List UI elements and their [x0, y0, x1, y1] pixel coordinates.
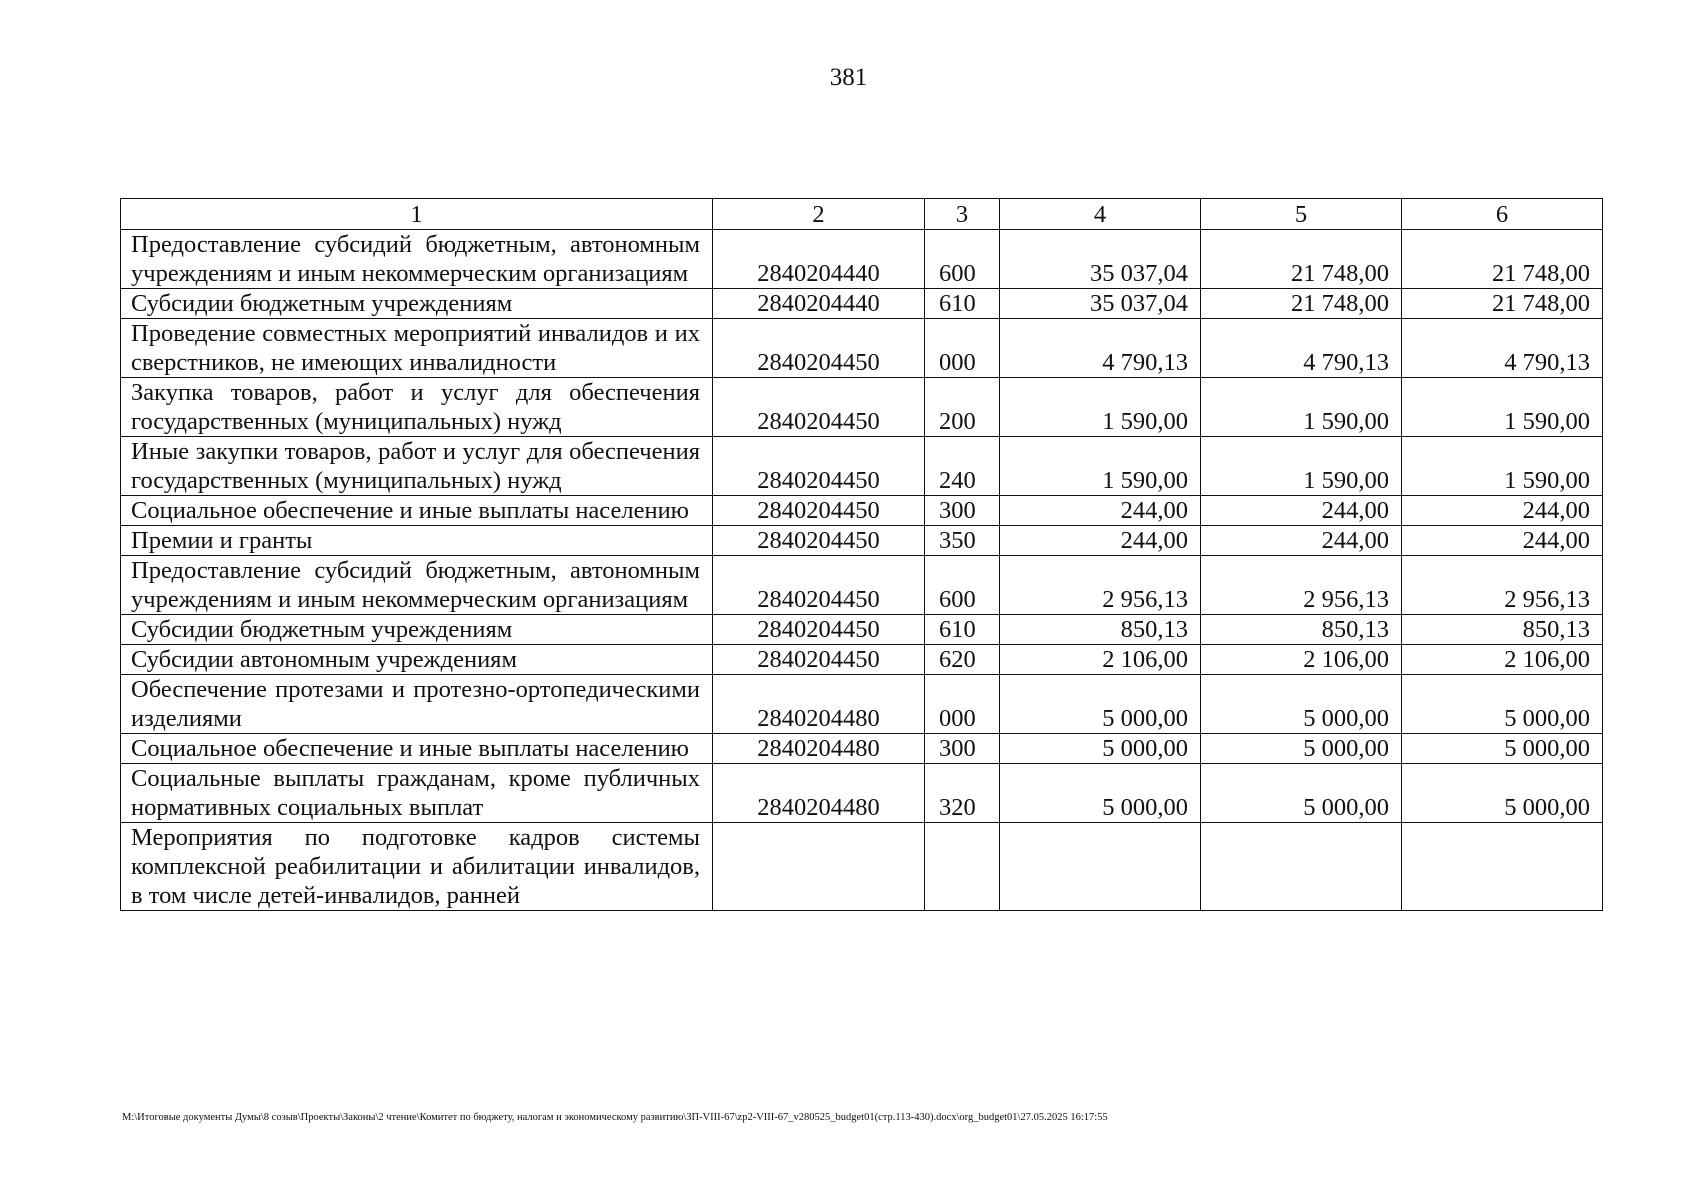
table-row [121, 556, 1603, 615]
row-name-cell: Предоставление субсидий бюджетным, автономным учреждениям и иным некоммерческим организациям [121, 556, 713, 615]
row-amount-cell: 244,00 [1000, 526, 1201, 556]
row-amount-cell: 5 000,00 [1402, 764, 1603, 823]
row-name-cell: Мероприятия по подготовке кадров системы комплексной реабилитации и абилитации инвалидов, в том числе детей-инвалидов, ранней [121, 823, 713, 911]
row-amount-cell [1000, 823, 1201, 911]
row-name-cell: Социальные выплаты гражданам, кроме публичных нормативных социальных выплат [121, 764, 713, 823]
row-amount-cell [1201, 823, 1402, 911]
row-amount-cell: 850,13 [1402, 615, 1603, 645]
table-header-row [121, 199, 1603, 230]
row-amount-cell: 4 790,13 [1000, 319, 1201, 378]
row-amount-cell: 5 000,00 [1201, 764, 1402, 823]
row-amount-cell: 1 590,00 [1402, 437, 1603, 496]
row-amount-cell: 2 106,00 [1000, 645, 1201, 675]
budget-table [120, 198, 1603, 911]
table-row [121, 437, 1603, 496]
row-type-cell: 300 [925, 496, 1000, 526]
row-amount-cell: 2 956,13 [1402, 556, 1603, 615]
row-type-cell: 600 [925, 230, 1000, 289]
row-type-cell: 000 [925, 319, 1000, 378]
row-code-cell: 2840204450 [713, 526, 925, 556]
table-row [121, 319, 1603, 378]
row-amount-cell: 1 590,00 [1000, 378, 1201, 437]
row-amount-cell: 4 790,13 [1201, 319, 1402, 378]
row-amount-cell: 244,00 [1000, 496, 1201, 526]
row-code-cell: 2840204480 [713, 734, 925, 764]
column-number: 1 [121, 199, 713, 230]
row-amount-cell: 21 748,00 [1402, 289, 1603, 319]
row-name-cell: Премии и гранты [121, 526, 713, 556]
table-row [121, 615, 1603, 645]
row-code-cell: 2840204450 [713, 319, 925, 378]
column-number: 6 [1402, 199, 1603, 230]
row-amount-cell [1402, 823, 1603, 911]
column-number: 3 [925, 199, 1000, 230]
row-amount-cell: 1 590,00 [1402, 378, 1603, 437]
row-amount-cell: 244,00 [1201, 526, 1402, 556]
row-code-cell: 2840204450 [713, 496, 925, 526]
row-amount-cell: 5 000,00 [1402, 734, 1603, 764]
row-name-cell: Обеспечение протезами и протезно-ортопедическими изделиями [121, 675, 713, 734]
row-type-cell: 610 [925, 615, 1000, 645]
row-type-cell: 240 [925, 437, 1000, 496]
row-code-cell: 2840204450 [713, 378, 925, 437]
table-row [121, 823, 1603, 911]
row-amount-cell: 35 037,04 [1000, 230, 1201, 289]
row-amount-cell: 1 590,00 [1201, 378, 1402, 437]
row-code-cell: 2840204480 [713, 675, 925, 734]
row-amount-cell: 5 000,00 [1000, 764, 1201, 823]
row-name-cell: Социальное обеспечение и иные выплаты населению [121, 496, 713, 526]
table-row [121, 645, 1603, 675]
row-name-cell: Социальное обеспечение и иные выплаты населению [121, 734, 713, 764]
column-number: 4 [1000, 199, 1201, 230]
row-amount-cell: 5 000,00 [1000, 734, 1201, 764]
row-amount-cell: 244,00 [1402, 496, 1603, 526]
column-number: 2 [713, 199, 925, 230]
row-type-cell: 200 [925, 378, 1000, 437]
row-amount-cell: 21 748,00 [1402, 230, 1603, 289]
row-type-cell: 610 [925, 289, 1000, 319]
file-path-footer: M:\Итоговые документы Думы\8 созыв\Проекты\Законы\2 чтение\Комитет по бюджету, налогам и экономическому развитию\ЗП-VIII-67\zp2-VIII-67_v280525_budget01(стр.113-430).docx\org_budget01\27.05.2025 16:17:55 [122, 1112, 1108, 1123]
row-code-cell [713, 823, 925, 911]
row-amount-cell: 1 590,00 [1000, 437, 1201, 496]
table-row [121, 230, 1603, 289]
row-name-cell: Предоставление субсидий бюджетным, автономным учреждениям и иным некоммерческим организациям [121, 230, 713, 289]
row-amount-cell: 2 956,13 [1000, 556, 1201, 615]
row-amount-cell: 1 590,00 [1201, 437, 1402, 496]
table-row [121, 675, 1603, 734]
row-amount-cell: 5 000,00 [1201, 734, 1402, 764]
table-row [121, 378, 1603, 437]
row-name-cell: Субсидии автономным учреждениям [121, 645, 713, 675]
page-number: 381 [829, 64, 868, 91]
row-code-cell: 2840204440 [713, 289, 925, 319]
row-name-cell: Проведение совместных мероприятий инвалидов и их сверстников, не имеющих инвалидности [121, 319, 713, 378]
row-amount-cell: 2 956,13 [1201, 556, 1402, 615]
row-type-cell: 600 [925, 556, 1000, 615]
table-row [121, 764, 1603, 823]
row-amount-cell: 5 000,00 [1000, 675, 1201, 734]
row-amount-cell: 21 748,00 [1201, 230, 1402, 289]
row-amount-cell: 2 106,00 [1402, 645, 1603, 675]
row-amount-cell: 4 790,13 [1402, 319, 1603, 378]
row-code-cell: 2840204450 [713, 645, 925, 675]
row-name-cell: Субсидии бюджетным учреждениям [121, 289, 713, 319]
row-code-cell: 2840204480 [713, 764, 925, 823]
row-type-cell: 300 [925, 734, 1000, 764]
row-amount-cell: 21 748,00 [1201, 289, 1402, 319]
table-row [121, 289, 1603, 319]
row-amount-cell: 244,00 [1402, 526, 1603, 556]
table-row [121, 496, 1603, 526]
row-type-cell: 350 [925, 526, 1000, 556]
row-amount-cell: 5 000,00 [1201, 675, 1402, 734]
row-code-cell: 2840204450 [713, 556, 925, 615]
table-row [121, 526, 1603, 556]
row-code-cell: 2840204450 [713, 437, 925, 496]
row-type-cell: 000 [925, 675, 1000, 734]
row-amount-cell: 244,00 [1201, 496, 1402, 526]
row-code-cell: 2840204440 [713, 230, 925, 289]
row-amount-cell: 850,13 [1000, 615, 1201, 645]
row-name-cell: Субсидии бюджетным учреждениям [121, 615, 713, 645]
row-name-cell: Иные закупки товаров, работ и услуг для обеспечения государственных (муниципальных) нужд [121, 437, 713, 496]
row-amount-cell: 2 106,00 [1201, 645, 1402, 675]
row-amount-cell: 35 037,04 [1000, 289, 1201, 319]
row-amount-cell: 850,13 [1201, 615, 1402, 645]
table-row [121, 734, 1603, 764]
row-type-cell: 620 [925, 645, 1000, 675]
row-code-cell: 2840204450 [713, 615, 925, 645]
row-amount-cell: 5 000,00 [1402, 675, 1603, 734]
row-type-cell [925, 823, 1000, 911]
row-type-cell: 320 [925, 764, 1000, 823]
column-number: 5 [1201, 199, 1402, 230]
row-name-cell: Закупка товаров, работ и услуг для обеспечения государственных (муниципальных) нужд [121, 378, 713, 437]
